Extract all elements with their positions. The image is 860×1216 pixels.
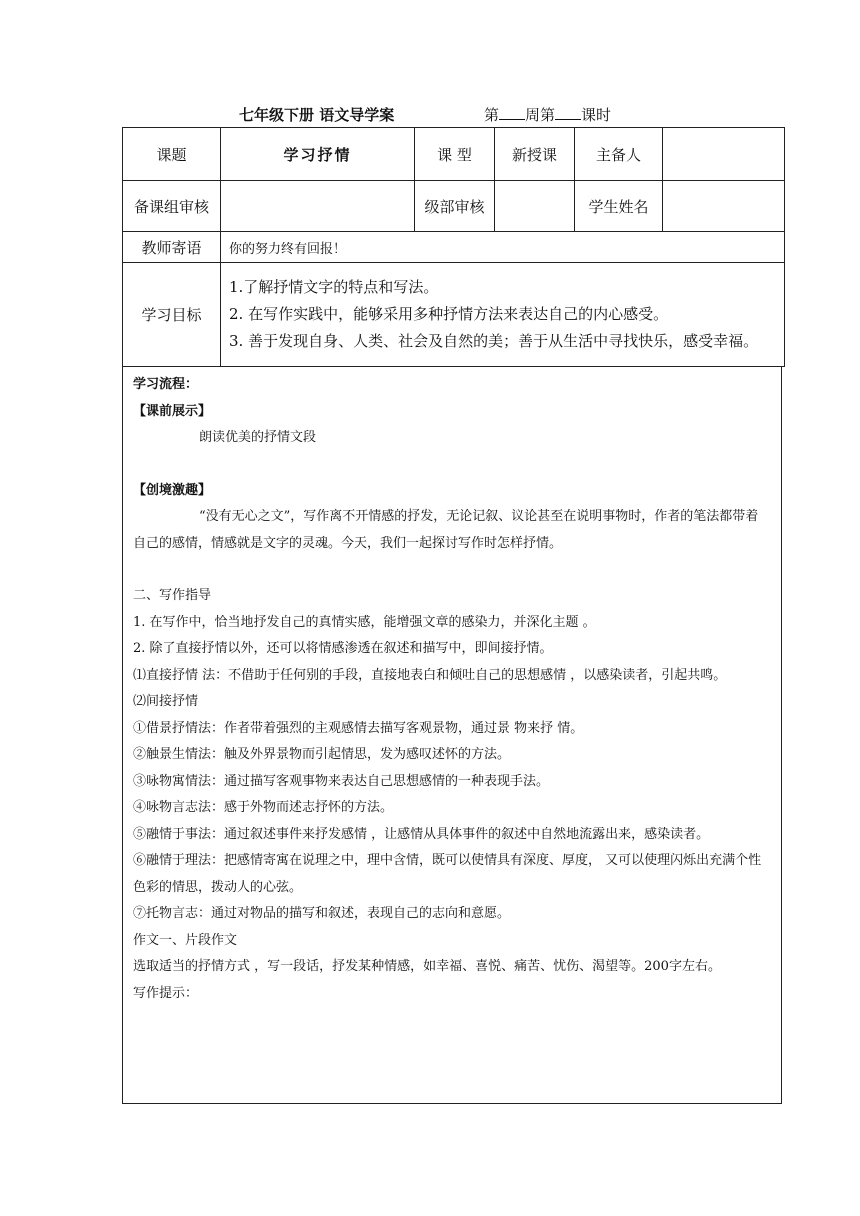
info-row-goals <box>123 263 785 367</box>
info-table <box>122 127 785 367</box>
student-value <box>663 181 785 232</box>
week-prefix: 第 <box>484 106 500 124</box>
type-value: 新授课 <box>495 128 575 181</box>
preview-text: 朗读优美的抒情文段 <box>199 430 317 445</box>
week-blank <box>499 105 525 120</box>
guide-item: ④咏物言志法：感于外物而述志抒怀的方法。 <box>133 800 394 815</box>
document-header <box>122 104 783 126</box>
intro-text: “没有无心之文”，写作离不开情感的抒发，无论记叙、议论甚至在说明事物时，作者的笔法都带着自己的感情，情感就是文字的灵魂。今天，我们一起探讨写作时怎样抒情。 <box>133 509 759 551</box>
message-label: 教师寄语 <box>123 232 221 263</box>
tips-label: 写作提示： <box>133 985 199 1001</box>
document-title: 七年级下册 语文导学案 <box>239 106 395 124</box>
guide-item: ⑦托物言志：通过对物品的描写和叙述，表现自己的志向和意愿。 <box>133 906 511 921</box>
guide-item: ⑤融情于事法：通过叙述事件来抒发感情 ，让感情从具体事件的叙述中自然地流露出来，感染读者。 <box>133 826 710 842</box>
guide-item: ⑵间接抒情 <box>133 694 199 709</box>
goals-list <box>221 263 785 367</box>
info-row-review <box>123 181 785 232</box>
learning-flow <box>122 366 782 1104</box>
goals-label: 学习目标 <box>123 263 221 367</box>
guide-item: ①借景抒情法：作者带着强烈的主观感情去描写客观景物，通过景 物来抒 情。 <box>133 720 584 736</box>
guide-item: ⑥融情于理法：把感情寄寓在说理之中，理中含情，既可以使情具有深度、厚度， 又可以使理闪烁出充满个性色彩的情思，拨动人的心弦。 <box>133 853 762 895</box>
lesson-period <box>484 104 611 125</box>
preparer-value <box>663 128 785 181</box>
type-label: 课 型 <box>415 128 495 181</box>
period-blank <box>555 105 581 120</box>
topic-value: 学习抒情 <box>221 128 415 181</box>
flow-heading: 学习流程： <box>133 377 199 392</box>
spacer <box>133 557 771 583</box>
preparer-label: 主备人 <box>575 128 663 181</box>
info-row-message <box>123 232 785 263</box>
week-mid: 周第 <box>525 106 556 124</box>
preview-heading: 【课前展示】 <box>133 403 212 419</box>
dept-value <box>495 181 575 232</box>
info-row-topic <box>123 128 785 181</box>
guide-heading: 二、写作指导 <box>133 588 212 603</box>
message-value: 你的努力终有回报！ <box>221 232 785 263</box>
guide-item: 1. 在写作中，恰当地抒发自己的真情实感，能增强文章的感染力，并深化主题 。 <box>133 614 596 630</box>
topic-label: 课题 <box>123 128 221 181</box>
intro-heading: 【创境激趣】 <box>133 482 212 498</box>
spacer <box>133 452 771 478</box>
guide-item: ②触景生情法：触及外界景物而引起情思，发为感叹述怀的方法。 <box>133 747 511 762</box>
guide-item: ⑴直接抒情 法：不借助于任何别的手段，直接地表白和倾吐自己的思想感情 ，以感染读者，引起共鸣。 <box>133 667 727 683</box>
review-label: 备课组审核 <box>123 181 221 232</box>
review-value <box>221 181 415 232</box>
guide-item: ③咏物寓情法：通过描写客观事物来表达自己思想感情的一种表现手法。 <box>133 773 550 789</box>
task-heading: 作文一、片段作文 <box>133 932 238 948</box>
goal-item: 2. 在写作实践中，能够采用多种抒情方法来表达自己的内心感受。 <box>229 305 669 323</box>
student-label: 学生姓名 <box>575 181 663 232</box>
goal-item: 1.了解抒情文字的特点和写法。 <box>229 278 439 296</box>
week-suffix: 课时 <box>581 106 612 124</box>
task-text: 选取适当的抒情方式 ，写一段话，抒发某种情感，如幸福、喜悦、痛苦、忧伤、渴望等。200字左右。 <box>133 959 721 974</box>
guide-item: 2. 除了直接抒情以外，还可以将情感渗透在叙述和描写中，即间接抒情。 <box>133 641 553 656</box>
goal-item: 3. 善于发现自身、人类、社会及自然的美；善于从生活中寻找快乐，感受幸福。 <box>229 332 759 350</box>
dept-label: 级部审核 <box>415 181 495 232</box>
